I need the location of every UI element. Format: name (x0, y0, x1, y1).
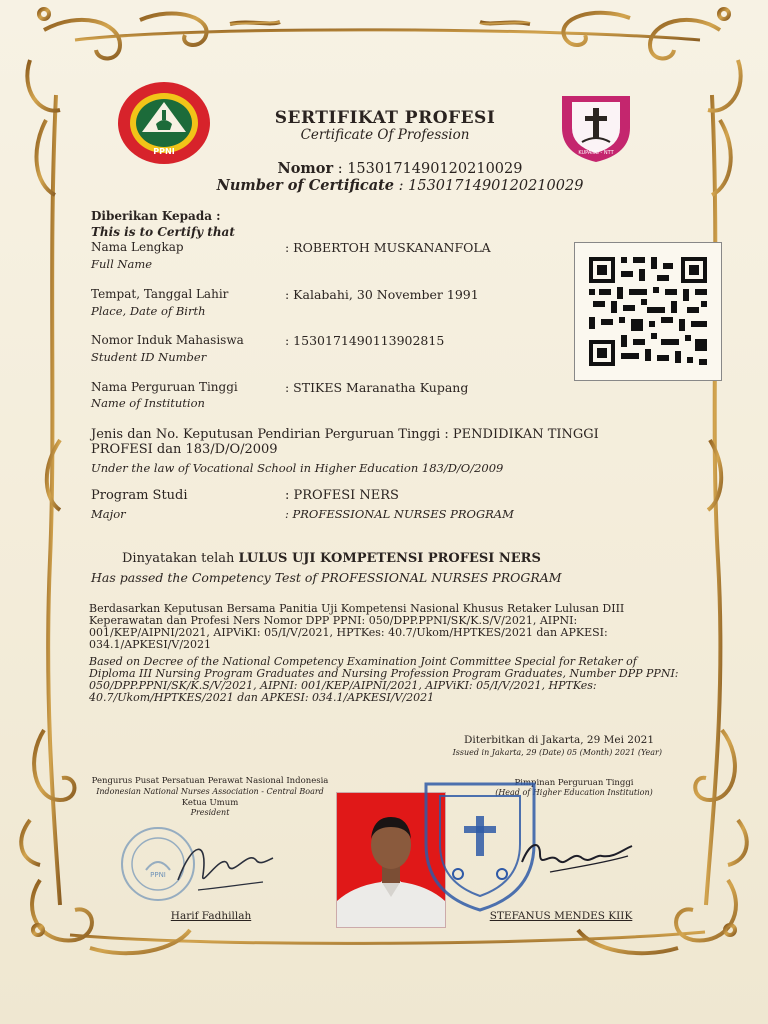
declared-line (122, 551, 541, 566)
ppni-logo (116, 80, 212, 166)
decree-line-2: PROFESI dan 183/D/O/2009 (91, 442, 278, 457)
program-label: Program Studi (91, 488, 188, 503)
ppni-logo-label: PPNI (153, 147, 175, 156)
basis-id-line-3: 001/KEP/AIPNI/2021, AIPViKI: 05/I/V/2021, HPTKes: 40.7/Ukom/HPTKES/2021 dan APKESI: (89, 626, 608, 639)
field-value-student-id: : 1530171490113902815 (285, 333, 445, 348)
field-label-birth-en: Place, Date of Birth (91, 304, 206, 318)
basis-en-line-2: Diploma III Nursing Program Graduates and Nursing Profession Program Graduates, Number DPP PPNI: (89, 667, 679, 680)
certificate-number-en (150, 177, 650, 194)
certify-label: This is to Certify that (91, 225, 235, 239)
program-value-en: : PROFESSIONAL NURSES PROGRAM (285, 507, 514, 521)
left-org: Pengurus Pusat Persatuan Perawat Nasional Indonesia (91, 776, 329, 786)
field-label-institution-en: Name of Institution (91, 396, 205, 410)
maranatha-logo-label: KUPANG - NTT (578, 150, 614, 156)
left-signatory-name: Harif Fadhillah (170, 910, 252, 922)
issued-date-en: Issued in Jakarta, 29 (Date) 05 (Month) 2021 (Year) (452, 748, 662, 757)
field-value-birth: : Kalabahi, 30 November 1991 (285, 287, 479, 302)
certificate-number-id (150, 160, 650, 177)
basis-en-line-1: Based on Decree of the National Competency Examination Joint Committee Special for Retaker of (89, 655, 637, 668)
basis-id-line-4: 034.1/APKESI/V/2021 (89, 638, 212, 651)
basis-id-line-2: Keperawatan dan Profesi Ners Nomor DPP PPNI: 050/DPP.PPNI/SK/K.S/V/2021, AIPNI: (89, 614, 578, 627)
field-label-institution: Nama Perguruan Tinggi (91, 380, 238, 394)
number-label-id: Nomor (277, 160, 334, 177)
right-signatory-name: STEFANUS MENDES KIIK (489, 910, 633, 922)
field-label-full-name-en: Full Name (91, 257, 153, 271)
field-value-full-name: : ROBERTOH MUSKANANFOLA (285, 240, 491, 255)
number-label-en: Number of Certificate (216, 177, 395, 194)
certificate-subtitle: Certificate Of Profession (300, 127, 470, 143)
left-org-en: Indonesian National Nurses Association - Central Board (96, 787, 324, 796)
declared-strong: LULUS UJI KOMPETENSI PROFESI NERS (238, 551, 541, 566)
program-value: : PROFESI NERS (285, 488, 399, 503)
left-signature (168, 830, 278, 900)
right-org: Pimpinan Perguruan Tinggi (514, 778, 634, 788)
ppni-stamp-text: PPNI (150, 871, 166, 879)
field-label-student-id: Nomor Induk Mahasiswa (91, 333, 244, 347)
right-signature (510, 832, 640, 892)
declared-prefix: Dinyatakan telah (122, 551, 235, 566)
basis-en-line-3: 050/DPP.PPNI/SK/K.S/V/2021, AIPNI: 001/KEP/AIPNI/2021, AIPViKI: 05/I/V/2021, HPTKes: (89, 679, 597, 692)
decree-line-1: Jenis dan No. Keputusan Pendirian Perguruan Tinggi : PENDIDIKAN TINGGI (91, 427, 599, 442)
field-value-institution: : STIKES Maranatha Kupang (285, 380, 469, 395)
number-value-id: : 1530171490120210029 (337, 161, 523, 177)
issued-date: Diterbitkan di Jakarta, 29 Mei 2021 (463, 734, 654, 746)
maranatha-logo (552, 76, 640, 164)
basis-id-line-1: Berdasarkan Keputusan Bersama Panitia Uji Kompetensi Nasional Khusus Retaker Lulusan DIII (89, 602, 625, 615)
declared-en: Has passed the Competency Test of PROFESSIONAL NURSES PROGRAM (91, 570, 562, 585)
field-label-student-id-en: Student ID Number (91, 350, 207, 364)
left-role-en: President (190, 808, 230, 817)
field-label-birth: Tempat, Tanggal Lahir (91, 287, 229, 301)
right-org-en: (Head of Higher Education Institution) (495, 788, 653, 797)
basis-en-line-4: 40.7/Ukom/HPTKES/2021 dan APKESI: 034.1/APKESI/V/2021 (89, 691, 435, 704)
left-role: Ketua Umum (181, 798, 239, 808)
given-to-label: Diberikan Kepada : (91, 209, 221, 223)
program-label-en: Major (91, 507, 126, 521)
field-label-full-name: Nama Lengkap (91, 240, 184, 254)
certificate-title: SERTIFIKAT PROFESI (274, 108, 496, 128)
number-value-en: : 1530171490120210029 (398, 178, 584, 194)
qr-code (574, 242, 722, 381)
decree-en: Under the law of Vocational School in Higher Education 183/D/O/2009 (91, 461, 504, 475)
